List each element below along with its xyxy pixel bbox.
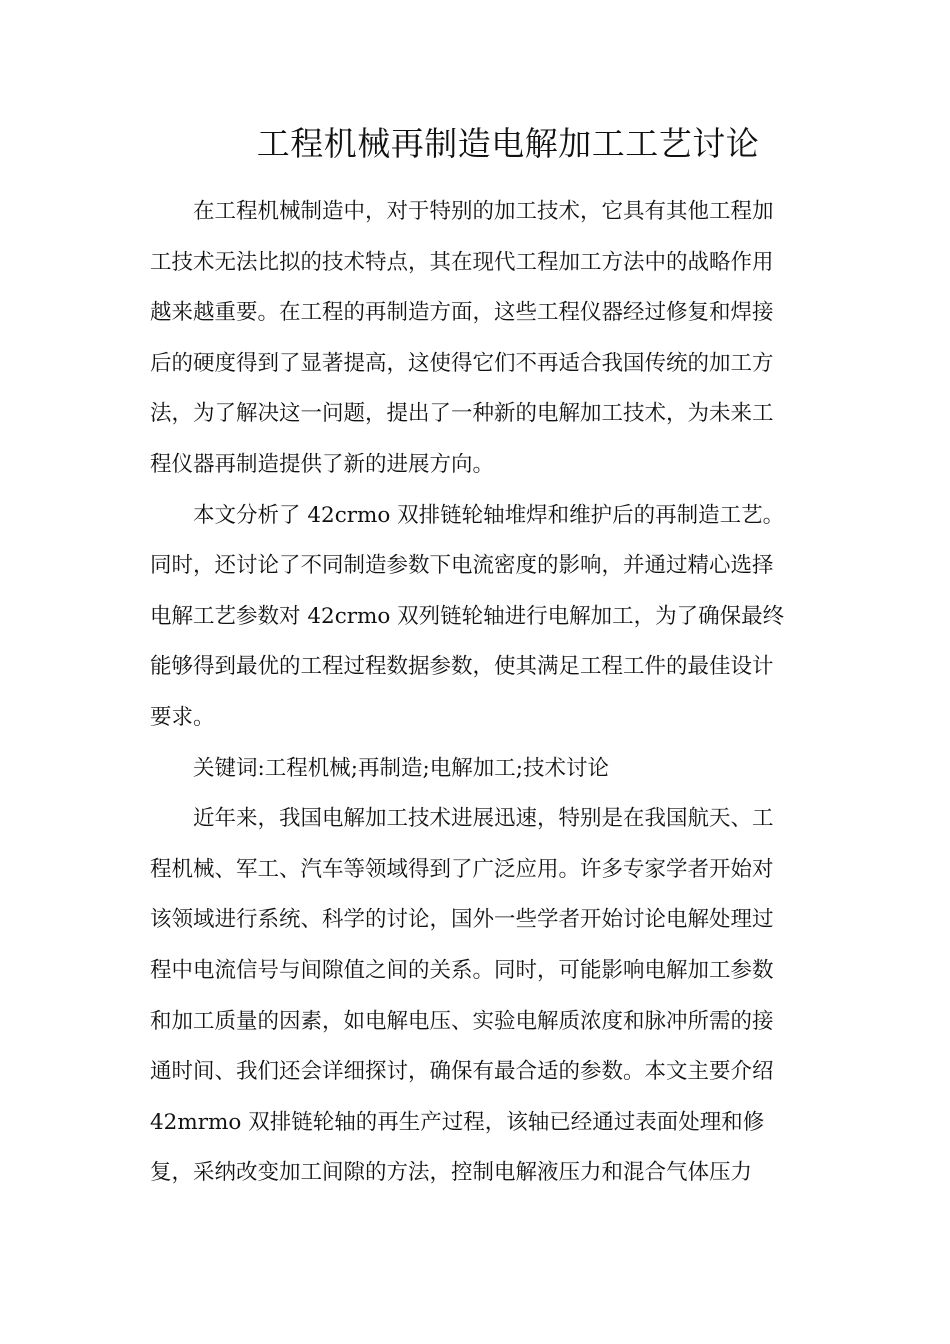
paragraph-1-line-2: 工技术无法比拟的技术特点，其在现代工程加工方法中的战略作用 xyxy=(150,249,774,275)
paragraph-2-line-2: 同时，还讨论了不同制造参数下电流密度的影响，并通过精心选择 xyxy=(150,553,774,579)
document-body xyxy=(150,187,800,1199)
keywords-line: 关键词:工程机械;再制造;电解加工;技术讨论 xyxy=(193,755,609,781)
paragraph-3-line-3: 该领域进行系统、科学的讨论，国外一些学者开始讨论电解处理过 xyxy=(150,907,774,933)
paragraph-3-line-2: 程机械、军工、汽车等领域得到了广泛应用。许多专家学者开始对 xyxy=(150,856,774,882)
paragraph-3-line-6: 通时间、我们还会详细探讨，确保有最合适的参数。本文主要介绍 xyxy=(150,1059,774,1085)
paragraph-3-line-7: 42mrmo 双排链轮轴的再生产过程，该轴已经通过表面处理和修 xyxy=(150,1109,765,1135)
document-title: 工程机械再制造电解加工工艺讨论 xyxy=(256,124,760,163)
paragraph-3-line-1: 近年来，我国电解加工技术进展迅速，特别是在我国航天、工 xyxy=(193,806,774,832)
paragraph-1-line-3: 越来越重要。在工程的再制造方面，这些工程仪器经过修复和焊接 xyxy=(150,300,774,326)
paragraph-1-line-6: 程仪器再制造提供了新的进展方向。 xyxy=(150,451,495,477)
paragraph-3-line-8: 复，采纳改变加工间隙的方法，控制电解液压力和混合气体压力 xyxy=(150,1160,753,1186)
paragraph-1-line-1: 在工程机械制造中，对于特别的加工技术，它具有其他工程加 xyxy=(193,199,774,224)
paragraph-3-line-4: 程中电流信号与间隙值之间的关系。同时，可能影响电解加工参数 xyxy=(150,957,774,983)
paragraph-3-line-5: 和加工质量的因素，如电解电压、实验电解质浓度和脉冲所需的接 xyxy=(150,1008,774,1034)
paragraph-1-line-5: 法，为了解决这一问题，提出了一种新的电解加工技术，为未来工 xyxy=(150,401,774,427)
paragraph-1-line-4: 后的硬度得到了显著提高，这使得它们不再适合我国传统的加工方 xyxy=(150,350,774,376)
paragraph-2-line-1: 本文分析了 42crmo 双排链轮轴堆焊和维护后的再制造工艺。 xyxy=(193,502,785,528)
paragraph-2-line-4: 能够得到最优的工程过程数据参数，使其满足工程工件的最佳设计 xyxy=(150,654,774,680)
paragraph-2-line-5: 要求。 xyxy=(150,704,215,730)
paragraph-2-line-3: 电解工艺参数对 42crmo 双列链轮轴进行电解加工，为了确保最终 xyxy=(150,603,785,629)
